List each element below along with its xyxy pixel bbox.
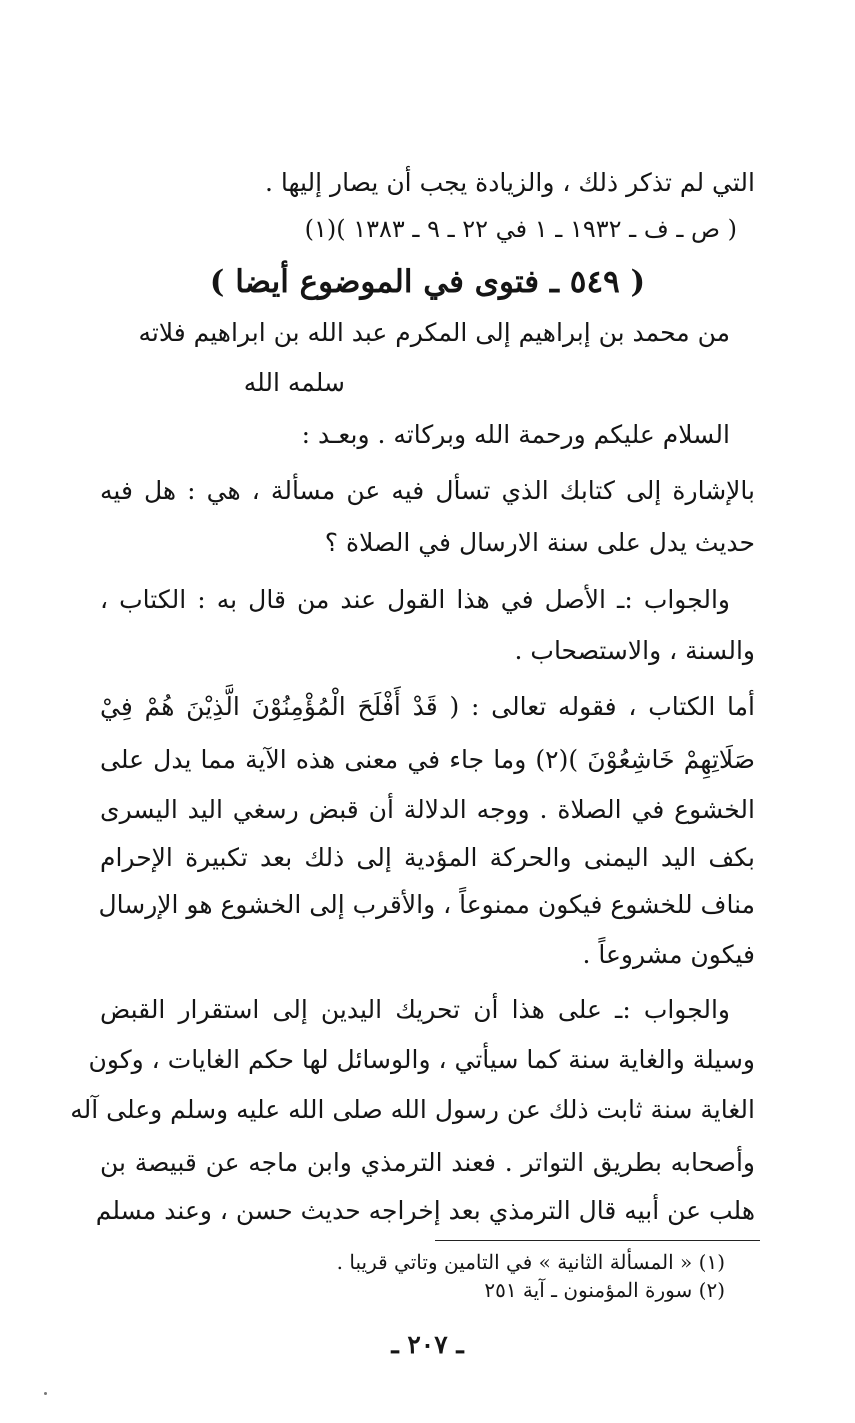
footnote-marker: (٢) xyxy=(698,1278,725,1302)
text-line: التي لم تذكر ذلك ، والزيادة يجب أن يصار إليها . xyxy=(264,168,755,197)
answer-line: والسنة ، والاستصحاب . xyxy=(514,636,755,665)
question-line: حديث يدل على سنة الارسال في الصلاة ؟ xyxy=(324,528,755,557)
text-line: مناف للخشوع فيكون ممنوعاً ، والأقرب إلى الخشوع هو الإرسال xyxy=(98,890,755,919)
fatwa-heading: ( ٥٤٩ ـ فتوى في الموضوع أيضا ) xyxy=(209,264,646,300)
text-line: فيكون مشروعاً . xyxy=(582,940,755,969)
text-line: صَلَاتِهِمْ خَاشِعُوْنَ )(٢) وما جاء في معنى هذه الآية مما يدل على xyxy=(100,745,755,774)
page-number: ـ ٢٠٧ ـ xyxy=(391,1330,464,1359)
fatwa-reference: ( ص ـ ف ـ ١٩٣٢ ـ ١ في ٢٢ ـ ٩ ـ ١٣٨٣ )(١) xyxy=(304,215,737,243)
footnote-2 xyxy=(484,1278,725,1302)
footnote-text: « المسألة الثانية » في التامين وتاتي قريبا . xyxy=(336,1250,693,1274)
addressee-blessing: سلمه الله xyxy=(243,368,345,397)
addressee-line: من محمد بن إبراهيم إلى المكرم عبد الله بن ابراهيم فلاته xyxy=(138,318,730,347)
text-line: الخشوع في الصلاة . ووجه الدلالة أن قبض رسغي اليد اليسرى xyxy=(100,795,755,824)
quran-verse-line: أما الكتاب ، فقوله تعالى : ( قَدْ أَفْلَحَ الْمُؤْمِنُوْنَ الَّذِيْنَ هُمْ فِيْ xyxy=(100,692,755,721)
answer-line: والجواب :ـ على هذا أن تحريك اليدين إلى استقرار القبض xyxy=(100,995,730,1024)
text-line: وسيلة والغاية سنة كما سيأتي ، والوسائل لها حكم الغايات ، وكون xyxy=(88,1045,755,1074)
question-line: بالإشارة إلى كتابك الذي تسأل فيه عن مسألة ، هي : هل فيه xyxy=(100,476,755,505)
text-line: الغاية سنة ثابت ذلك عن رسول الله صلى الله عليه وسلم وعلى آله xyxy=(70,1095,755,1124)
text-line: هلب عن أبيه قال الترمذي بعد إخراجه حديث حسن ، وعند مسلم xyxy=(95,1196,755,1225)
footnote-divider xyxy=(435,1240,760,1241)
footnote-text: سورة المؤمنون ـ آية ٢٥١ xyxy=(484,1278,693,1302)
footnote-marker: (١) xyxy=(698,1250,725,1274)
answer-line: والجواب :ـ الأصل في هذا القول عند من قال به : الكتاب ، xyxy=(100,585,730,614)
text-line: وأصحابه بطريق التواتر . فعند الترمذي وابن ماجه عن قبيصة بن xyxy=(100,1148,755,1177)
scan-speck xyxy=(44,1392,47,1395)
text-line: بكف اليد اليمنى والحركة المؤدية إلى ذلك بعد تكبيرة الإحرام xyxy=(100,843,755,872)
greeting-line: السلام عليكم ورحمة الله وبركاته . وبعـد : xyxy=(301,420,730,449)
footnote-1 xyxy=(337,1250,725,1274)
